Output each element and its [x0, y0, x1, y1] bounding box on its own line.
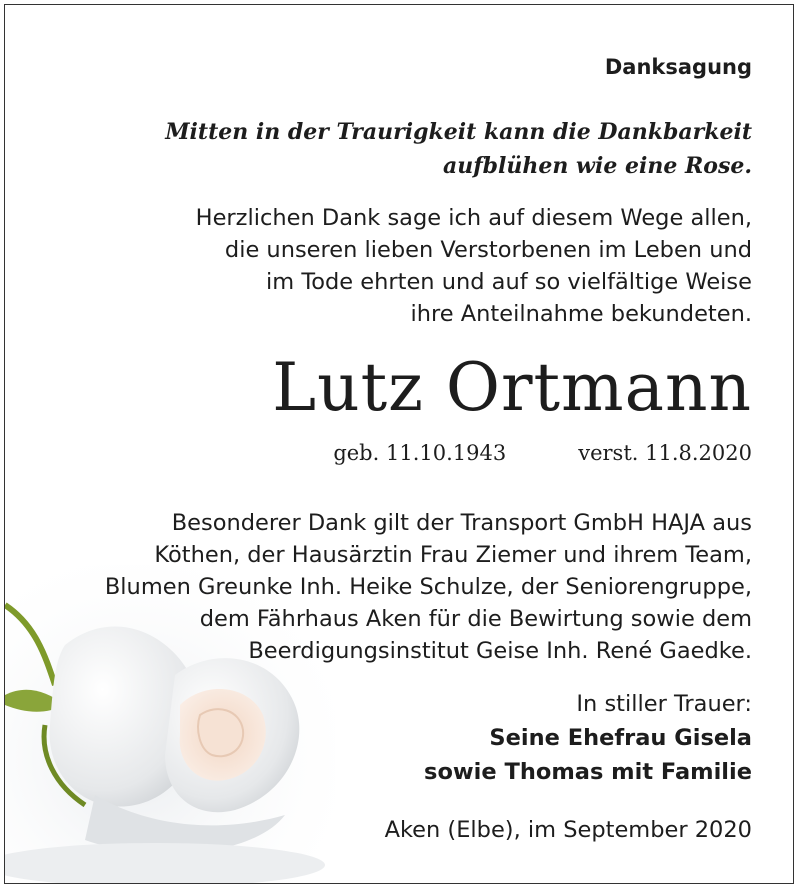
thanks-line: dem Fährhaus Aken für die Bewirtung sowie dem [199, 606, 752, 632]
heading: Danksagung [604, 55, 752, 79]
death-date: verst. 11.8.2020 [578, 441, 752, 465]
intro-line: ihre Anteilnahme bekundeten. [410, 301, 752, 327]
birth-date: geb. 11.10.1943 [333, 441, 507, 465]
intro-text [196, 202, 752, 330]
intro-line: Herzlichen Dank sage ich auf diesem Wege allen, [195, 205, 752, 231]
family-line: sowie Thomas mit Familie [424, 759, 752, 785]
thanks-line: Blumen Greunke Inh. Heike Schulze, der Seniorengruppe, [104, 574, 752, 600]
intro-line: im Tode ehrten und auf so vielfältige Weise [266, 269, 752, 295]
signature-block [424, 687, 752, 789]
motto-line: Mitten in der Traurigkeit kann die Dankbarkeit [165, 119, 752, 145]
wife-line: Seine Ehefrau Gisela [489, 725, 752, 751]
thanks-line: Besonderer Dank gilt der Transport GmbH HAJA aus [171, 510, 752, 536]
deceased-name: Lutz Ortmann [272, 349, 752, 426]
thanks-line: Köthen, der Hausärztin Frau Ziemer und ihrem Team, [154, 542, 752, 568]
obituary-notice [4, 4, 794, 884]
thanks-line: Beerdigungsinstitut Geise Inh. René Gaedke. [248, 638, 752, 664]
place-date: Aken (Elbe), im September 2020 [384, 817, 752, 843]
life-dates [333, 441, 752, 465]
motto [165, 115, 752, 183]
motto-line: aufblühen wie eine Rose. [442, 153, 752, 179]
intro-line: die unseren lieben Verstorbenen im Leben und [224, 237, 752, 263]
special-thanks [105, 507, 752, 667]
mourning-line: In stiller Trauer: [576, 691, 752, 717]
